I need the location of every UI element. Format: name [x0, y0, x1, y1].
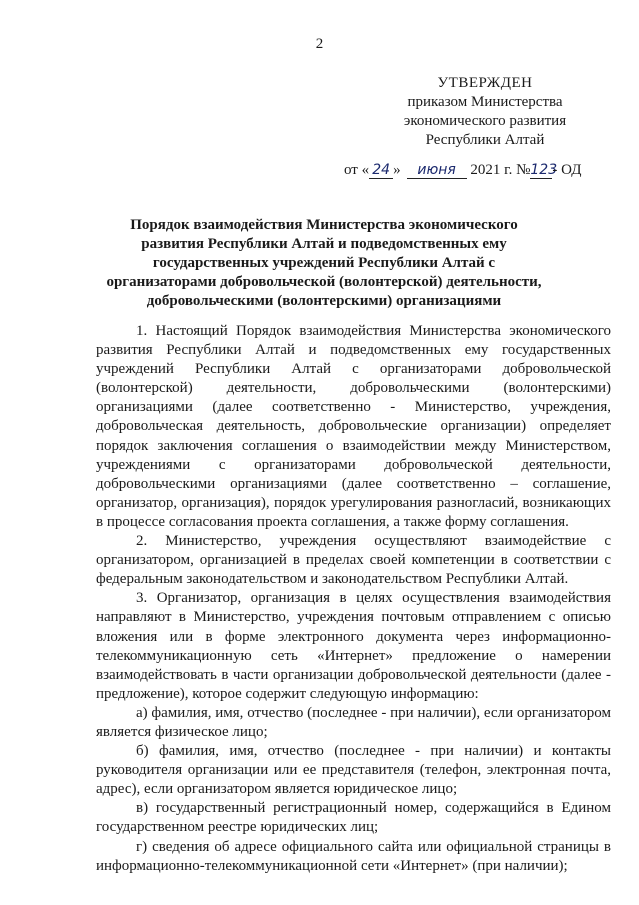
approval-block — [385, 74, 585, 150]
subitem-g: г) сведения об адресе официального сайта или официальной страницы в информационно-телекоммуникационной сети «Интернет» (при наличии); — [96, 838, 611, 874]
page-number: 2 — [315, 36, 324, 52]
approval-line-1: приказом Министерства — [407, 94, 563, 110]
handwritten-month: июня — [407, 162, 467, 179]
order-date-number — [344, 160, 614, 180]
approval-heading: УТВЕРЖДЕН — [437, 75, 533, 91]
document-body — [96, 322, 611, 876]
paragraph-3: 3. Организатор, организация в целях осуществления взаимодействия направляют в Министерство, учреждения почтовым отправлением с описью вложения или в форме электронного документа через информационно-телекоммуникационную сеть «Интернет» предложение о намерении взаимодействовать в части организации добровольческой деятельности (далее - предложение), которое содержит следующую информацию: — [96, 590, 611, 702]
approval-line-2: экономического развития — [403, 113, 567, 129]
order-after-day: » — [393, 162, 401, 178]
subitem-b: б) фамилия, имя, отчество (последнее - при наличии) и контакты руководителя организации или ее представителя (телефон, электронная почта, адрес), если организатором является юридическое лицо; — [96, 743, 611, 798]
paragraph-1: 1. Настоящий Порядок взаимодействия Министерства экономического развития Республики Алтай и подведомственных ему государственных учреждений Республики Алтай с организаторами добровольческой (волонтерской) деятельности, добровольческими (волонтерскими) организациями (далее соответственно - Министерство, учреждения, добровольческая деятельность, добровольческие организации) определяет порядок заключения соглашения о взаимодействии между Министерством, учреждениями с организаторами добровольческой деятельности, добровольческими организациями (далее соответственно – соглашение, организатор, организация), порядок урегулирования разногласий, возникающих в процессе согласования проекта соглашения, а также форму соглашения. — [96, 323, 611, 530]
paragraph-2: 2. Министерство, учреждения осуществляют взаимодействие с организатором, организацией в пределах своей компетенции в соответствии с федеральным законодательством и законодательством Республики Алтай. — [96, 533, 611, 588]
order-prefix: от « — [344, 162, 370, 178]
order-year: 2021 г. № — [470, 162, 531, 178]
approval-line-3: Республики Алтай — [425, 132, 545, 148]
handwritten-day: 24 — [369, 162, 393, 179]
document-title: Порядок взаимодействия Министерства экономического развития Республики Алтай и подведомственных ему государственных учреждений Республики Алтай с организаторами добровольческой (волонтерской) деятельности, добровольческими (волонтерскими) организациями — [106, 217, 542, 309]
handwritten-order-number: 123 — [530, 162, 558, 178]
subitem-a: а) фамилия, имя, отчество (последнее - при наличии), если организатором является физическое лицо; — [96, 704, 611, 740]
order-suffix: - ОД — [552, 162, 582, 178]
subitem-v: в) государственный регистрационный номер, содержащийся в Едином государственном реестре юридических лиц; — [96, 800, 611, 836]
